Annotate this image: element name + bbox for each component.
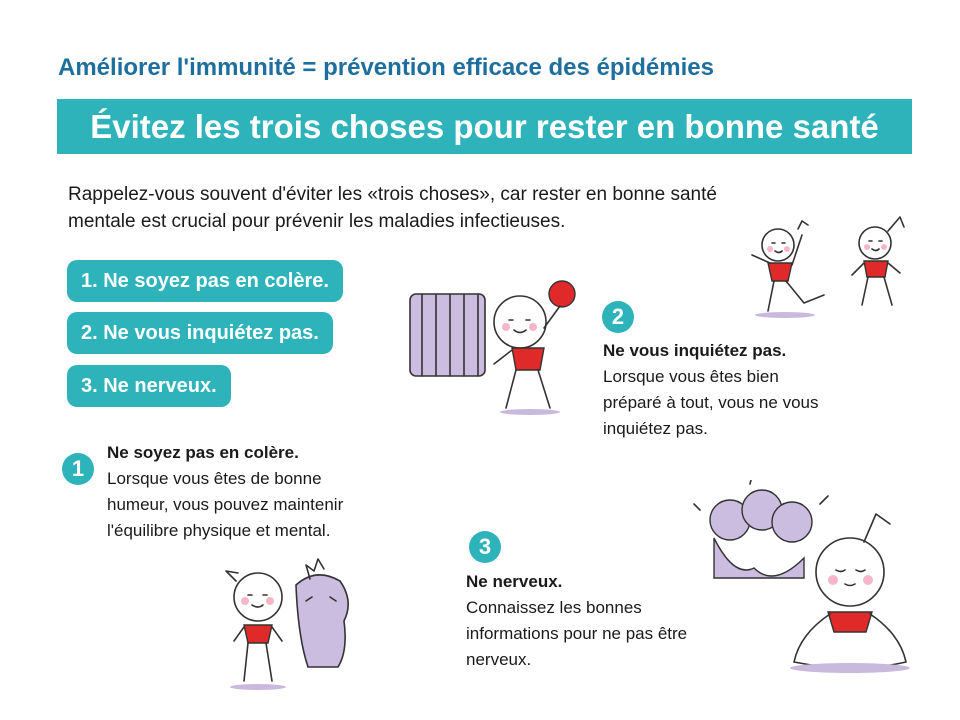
section-1-line-1: Lorsque vous êtes de bonne bbox=[107, 469, 322, 488]
martial-arts-children-illustration bbox=[740, 205, 920, 320]
page-subtitle: Améliorer l'immunité = prévention efficace des épidémies bbox=[58, 54, 714, 81]
section-number-3: 3 bbox=[469, 531, 501, 563]
calm-and-angry-children-illustration bbox=[200, 545, 380, 695]
intro-line-2: mentale est crucial pour prévenir les maladies infectieuses. bbox=[68, 211, 566, 232]
section-2-title: Ne vous inquiétez pas. bbox=[603, 341, 787, 360]
section-3-title: Ne nerveux. bbox=[466, 572, 563, 591]
section-2-line-3: inquiétez pas. bbox=[603, 419, 708, 438]
section-1-text bbox=[107, 440, 407, 544]
section-3-line-1: Connaissez les bonnes bbox=[466, 598, 642, 617]
section-number-1: 1 bbox=[62, 453, 94, 485]
section-1-title: Ne soyez pas en colère. bbox=[107, 443, 299, 462]
section-number-2: 2 bbox=[602, 301, 634, 333]
boxing-child-cage-illustration bbox=[402, 272, 592, 420]
intro-line-1: Rappelez-vous souvent d'éviter les «trois choses», car rester en bonne santé bbox=[68, 184, 717, 205]
pill-item-3: 3. Ne nerveux. bbox=[67, 365, 231, 407]
section-3-line-2: informations pour ne pas être bbox=[466, 624, 688, 643]
page-title-banner: Évitez les trois choses pour rester en bonne santé bbox=[57, 99, 912, 154]
section-1-line-2: humeur, vous pouvez maintenir bbox=[107, 495, 344, 514]
section-2-line-1: Lorsque vous êtes bien bbox=[603, 367, 779, 386]
section-2-text bbox=[603, 338, 893, 442]
section-2-line-2: préparé à tout, vous ne vous bbox=[603, 393, 819, 412]
section-1-line-3: l'équilibre physique et mental. bbox=[107, 521, 331, 540]
meditating-child-crowd-illustration bbox=[690, 480, 930, 680]
pill-item-1: 1. Ne soyez pas en colère. bbox=[67, 260, 343, 302]
section-3-line-3: nerveux. bbox=[466, 650, 532, 669]
pill-item-2: 2. Ne vous inquiétez pas. bbox=[67, 312, 333, 354]
